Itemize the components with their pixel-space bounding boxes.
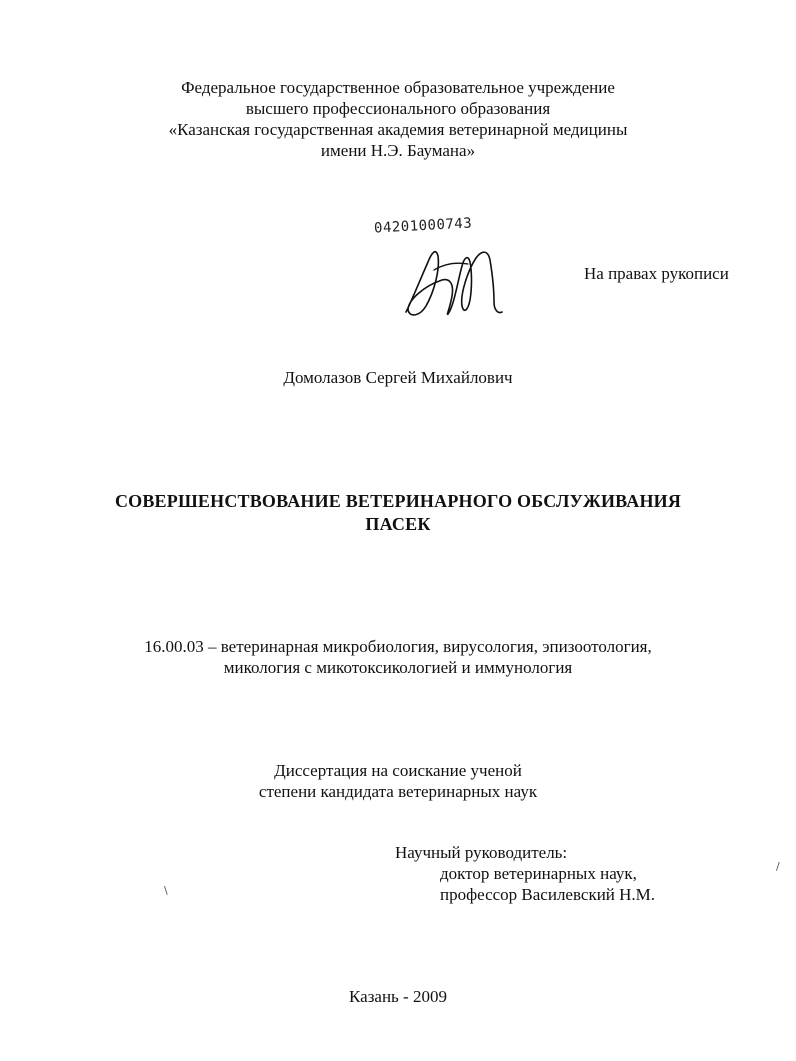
specialty-line-1: 16.00.03 – ветеринарная микробиология, вирусология, эпизоотология, <box>144 637 652 656</box>
supervisor-label: Научный руководитель: <box>395 843 568 862</box>
dissertation-title-line-1: СОВЕРШЕНСТВОВАНИЕ ВЕТЕРИНАРНОГО ОБСЛУЖИВАНИЯ <box>114 491 682 511</box>
institution-line-1: Федеральное государственное образовательное учреждение <box>181 78 615 97</box>
degree-line-1: Диссертация на соискание ученой <box>274 761 522 780</box>
archive-number-stamp: 04201000743 <box>373 215 473 237</box>
rights-note: На правах рукописи <box>584 264 729 283</box>
place-year: Казань - 2009 <box>349 987 447 1006</box>
author-name: Домолазов Сергей Михайлович <box>283 368 513 387</box>
dissertation-title-line-2: ПАСЕК <box>365 514 431 534</box>
scan-speck: / <box>776 860 780 873</box>
supervisor-degree: доктор ветеринарных наук, <box>440 864 637 883</box>
degree-line-2: степени кандидата ветеринарных наук <box>258 782 538 801</box>
institution-line-4: имени Н.Э. Баумана» <box>320 141 476 160</box>
specialty-line-2: микология с микотоксикологией и иммунология <box>223 658 573 677</box>
scan-speck: \ <box>164 884 168 897</box>
handwritten-signature <box>398 240 510 322</box>
institution-line-3: «Казанская государственная академия ветеринарной медицины <box>168 120 628 139</box>
supervisor-name: профессор Василевский Н.М. <box>440 885 656 904</box>
institution-line-2: высшего профессионального образования <box>245 99 551 118</box>
